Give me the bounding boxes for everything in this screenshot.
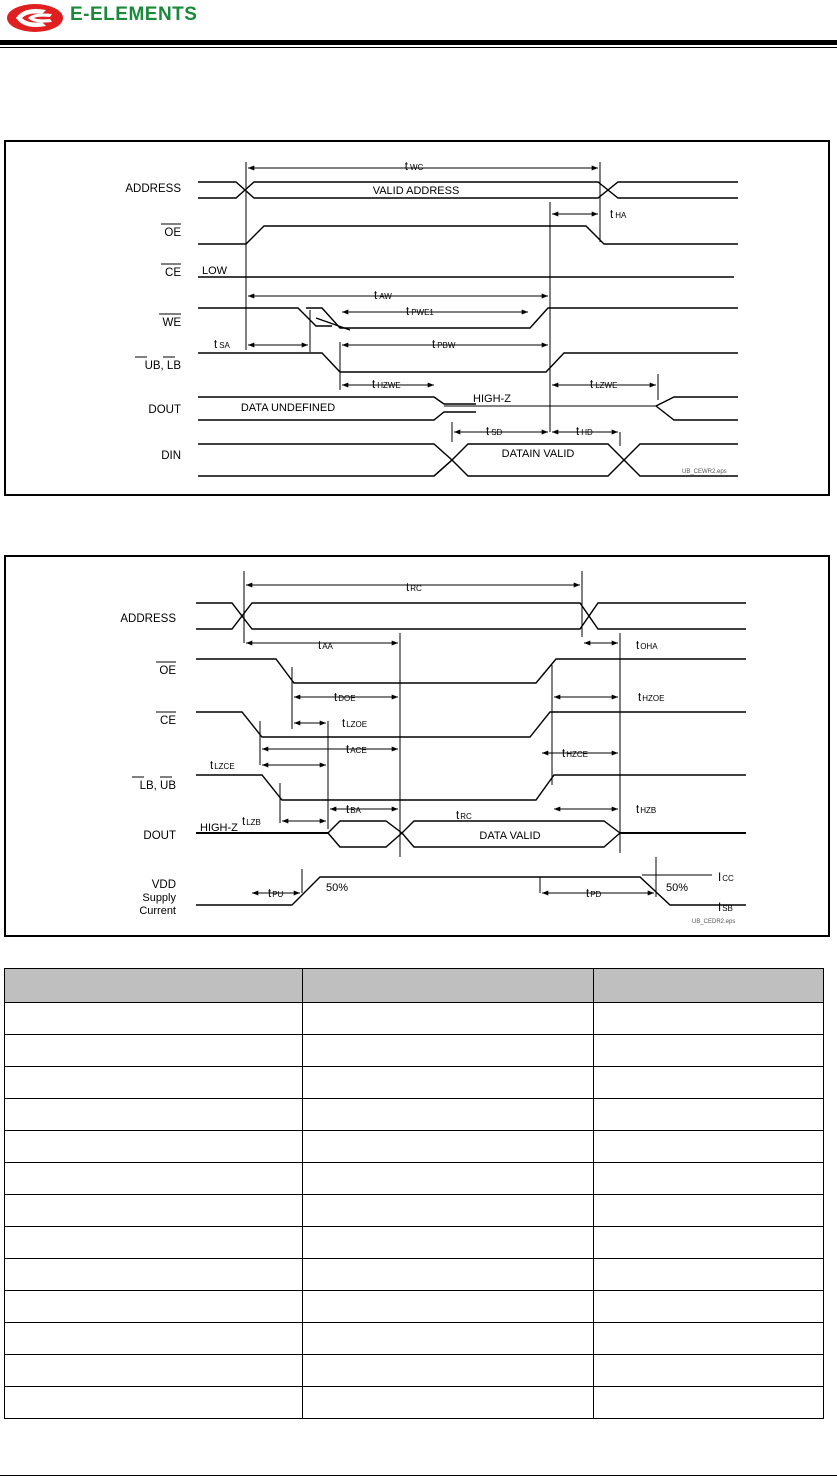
tsd-label: t SD — [486, 426, 503, 438]
diagram2-file-label: UB_CEDR2.eps — [692, 919, 736, 925]
table-cell — [5, 1323, 303, 1355]
table-header-cell — [594, 969, 824, 1003]
signal-label-we: WE — [162, 317, 181, 329]
tsa-label: t SA — [214, 339, 230, 351]
we-waveform — [198, 308, 738, 330]
header-rule-thin — [0, 47, 837, 48]
table-cell — [5, 1195, 303, 1227]
read-cycle-timing-diagram — [4, 555, 830, 937]
table-row — [5, 1291, 824, 1323]
data-valid-text: DATA VALID — [479, 830, 541, 842]
oe-waveform — [198, 226, 738, 244]
dout-waveform — [196, 821, 746, 847]
ce-waveform — [196, 712, 746, 737]
table-cell — [5, 1035, 303, 1067]
table-header-cell — [303, 969, 594, 1003]
table-row — [5, 1003, 824, 1035]
table-row — [5, 1195, 824, 1227]
table-cell — [303, 1003, 594, 1035]
table-header-cell — [5, 969, 303, 1003]
address-waveform — [198, 182, 738, 198]
parameter-table — [4, 968, 824, 1419]
brand-name: E-ELEMENTS — [70, 4, 198, 25]
table-cell — [303, 1163, 594, 1195]
table-cell — [303, 1195, 594, 1227]
table-cell — [303, 1099, 594, 1131]
isb-label: ISB — [718, 902, 733, 914]
data-undefined-text: DATA UNDEFINED — [240, 402, 336, 414]
tpwe1-label: t PWE1 — [406, 306, 434, 318]
percent-50-left-text: 50% — [326, 882, 349, 894]
header-rule-thick — [0, 40, 837, 45]
taa-label: tAA — [318, 640, 333, 652]
table-cell — [5, 1227, 303, 1259]
tpd-label: tPD — [586, 888, 602, 900]
table-cell — [594, 1067, 824, 1099]
table-cell — [5, 1067, 303, 1099]
din-waveform — [198, 444, 738, 476]
trc-label: tRC — [406, 582, 422, 594]
tdoe-label: tDOE — [334, 692, 356, 704]
write-cycle-timing-diagram — [4, 140, 830, 496]
table-cell — [5, 1259, 303, 1291]
table-cell — [5, 1003, 303, 1035]
datain-valid-text: DATAIN VALID — [501, 448, 575, 460]
table-cell — [594, 1131, 824, 1163]
oe-waveform — [196, 659, 746, 683]
toha-label: tOHA — [636, 640, 658, 652]
table-cell — [303, 1131, 594, 1163]
tlzoe-label: tLZOE — [342, 718, 368, 730]
tpu-label: tPU — [268, 888, 284, 900]
signal-label-dout: DOUT — [148, 404, 181, 416]
table-cell — [594, 1323, 824, 1355]
valid-address-text: VALID ADDRESS — [372, 185, 460, 197]
table-cell — [5, 1291, 303, 1323]
table-cell — [594, 1099, 824, 1131]
table-row — [5, 1067, 824, 1099]
signal-label-din: DIN — [161, 450, 181, 462]
table-cell — [303, 1227, 594, 1259]
table-row — [5, 1035, 824, 1067]
twc-label: t WC — [404, 161, 424, 173]
lb-ub-waveform — [196, 775, 746, 800]
table-cell — [594, 1355, 824, 1387]
thzwe-label: t HZWE — [372, 379, 401, 391]
table-row — [5, 1259, 824, 1291]
signal-label-lb-ub: LB, UB — [139, 780, 176, 792]
thzce-label: tHZCE — [562, 748, 588, 760]
thzb-label: tHZB — [636, 804, 657, 816]
tlzb-label: tLZB — [242, 816, 261, 828]
signal-label-oe: OE — [159, 665, 176, 677]
page-header — [0, 0, 837, 50]
table-cell — [594, 1387, 824, 1419]
table-row — [5, 1163, 824, 1195]
table-cell — [594, 1259, 824, 1291]
table-cell — [5, 1387, 303, 1419]
current-label: Current — [139, 905, 176, 917]
signal-label-dout: DOUT — [143, 830, 176, 842]
table-cell — [594, 1227, 824, 1259]
tlzce-label: tLZCE — [210, 760, 235, 772]
table-cell — [5, 1163, 303, 1195]
table-cell — [594, 1291, 824, 1323]
address-waveform — [196, 603, 746, 629]
table-cell — [303, 1291, 594, 1323]
table-cell — [303, 1067, 594, 1099]
signal-label-ce: CE — [165, 267, 181, 279]
signal-label-address: ADDRESS — [120, 613, 176, 625]
table-row — [5, 1355, 824, 1387]
signal-label-ub-lb: UB, LB — [144, 360, 181, 372]
supply-label: Supply — [142, 892, 176, 904]
table-row — [5, 1387, 824, 1419]
table-row — [5, 1323, 824, 1355]
e-elements-logo-icon — [2, 0, 68, 40]
thd-label: t HD — [576, 426, 593, 438]
tba-label: tBA — [346, 804, 361, 816]
icc-label: ICC — [718, 872, 734, 884]
signal-label-address: ADDRESS — [125, 183, 181, 195]
table-cell — [303, 1259, 594, 1291]
table-row — [5, 1099, 824, 1131]
table-cell — [594, 1163, 824, 1195]
signal-label-ce: CE — [160, 715, 176, 727]
percent-50-right-text: 50% — [666, 882, 689, 894]
table-cell — [303, 1355, 594, 1387]
high-z-text: HIGH-Z — [200, 822, 238, 834]
table-cell — [594, 1195, 824, 1227]
taw-label: t AW — [374, 290, 392, 302]
ce-low-text: LOW — [202, 265, 228, 277]
table-row — [5, 1131, 824, 1163]
signal-label-oe: OE — [164, 227, 181, 239]
table-cell — [5, 1355, 303, 1387]
vdd-label: VDD — [151, 879, 176, 891]
table-cell — [303, 1387, 594, 1419]
ub-lb-waveform — [198, 353, 738, 372]
high-z-text: HIGH-Z — [473, 393, 511, 405]
tace-label: tACE — [346, 744, 367, 756]
table-cell — [303, 1035, 594, 1067]
trc-dout-label: tRC — [456, 810, 472, 822]
table-cell — [5, 1131, 303, 1163]
tpbw-label: t PBW — [432, 339, 456, 351]
tlzwe-label: t LZWE — [590, 379, 618, 391]
footer-rule — [0, 1475, 837, 1476]
thzoe-label: tHZOE — [638, 692, 665, 704]
table-header-row — [5, 969, 824, 1003]
table-cell — [5, 1099, 303, 1131]
diagram1-file-label: UB_CEWR2.eps — [682, 469, 727, 475]
table-cell — [594, 1035, 824, 1067]
tha-label: t HA — [610, 209, 627, 221]
table-row — [5, 1227, 824, 1259]
table-cell — [303, 1323, 594, 1355]
table-cell — [594, 1003, 824, 1035]
